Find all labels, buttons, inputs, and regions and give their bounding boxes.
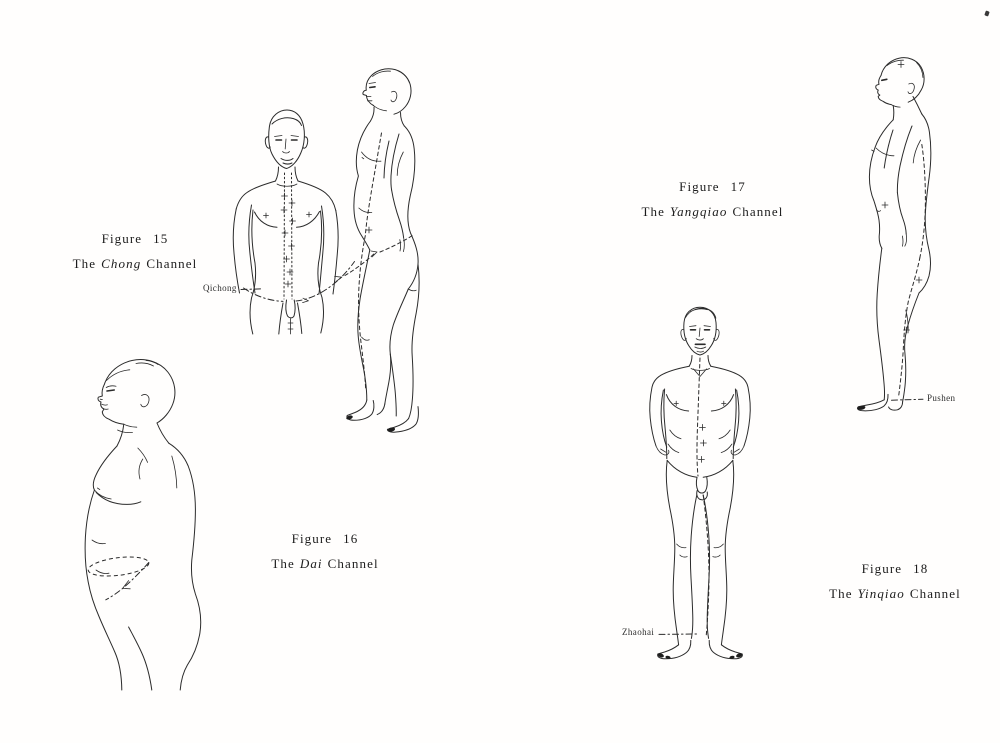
figure-15-caption-title: Figure 15 [101, 231, 169, 246]
chong-side-figure-drawing [346, 69, 419, 432]
yangqiao-side-figure-drawing [857, 58, 931, 411]
figure-18-caption [800, 561, 990, 602]
figure-15-caption [40, 231, 230, 272]
figure-17-caption-subtitle: The Yangqiao Channel [641, 204, 784, 219]
figure-18-caption-subtitle: The Yinqiao Channel [829, 586, 961, 601]
zhaohai-point-label: Zhaohai [622, 627, 655, 637]
figure-16-caption [230, 531, 420, 572]
dai-side-figure-drawing [85, 360, 201, 690]
qichong-point-label: Qichong [203, 283, 237, 293]
figure-16-caption-subtitle: The Dai Channel [271, 556, 379, 571]
yinqiao-front-figure-drawing [650, 307, 750, 659]
figure-15-caption-subtitle: The Chong Channel [72, 256, 198, 271]
pushen-point-label: Pushen [927, 393, 956, 403]
figure-17-caption-title: Figure 17 [679, 179, 746, 194]
figure-18-caption-title: Figure 18 [861, 561, 929, 576]
figure-17-caption [615, 179, 810, 220]
figure-16-caption-title: Figure 16 [291, 531, 359, 546]
